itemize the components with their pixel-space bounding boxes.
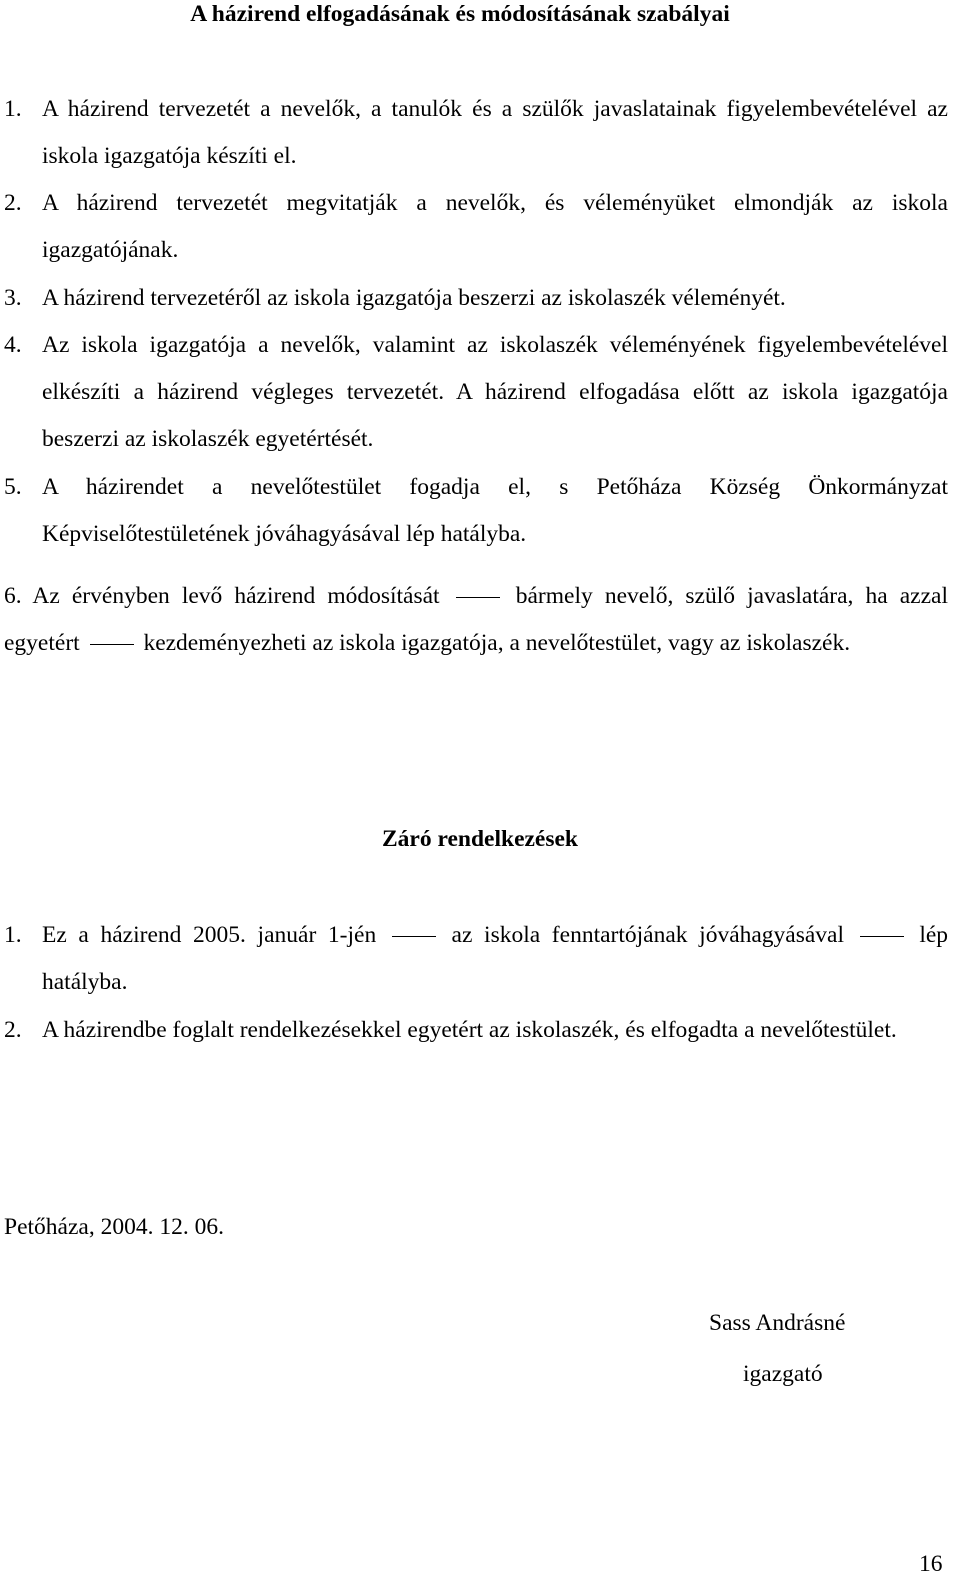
- closing-text-after: lép hatályba.: [42, 922, 949, 995]
- closing-2: [4, 1007, 948, 1054]
- closing-1: [4, 912, 948, 1006]
- rule-text: A házirend tervezetét megvitatják a nevelők, és véleményüket elmondják az iskola igazgatójának.: [42, 190, 948, 263]
- signer-title: igazgató: [743, 1361, 823, 1387]
- rule-text-after: kezdeményezheti az iskola igazgatója, a nevelőtestület, vagy az iskolaszék.: [143, 630, 851, 656]
- closing-text: A házirendbe foglalt rendelkezésekkel egyetért az iskolaszék, és elfogadta a nevelőtestület.: [42, 1017, 897, 1043]
- closing-title: Záró rendelkezések: [381, 826, 579, 852]
- rule-text-middle: bármely nevelő, szülő javaslatára, ha azzal egyetért: [4, 583, 948, 656]
- signer-name: Sass Andrásné: [709, 1310, 846, 1336]
- rule-number: 1.: [4, 96, 22, 122]
- closing-number: 2.: [4, 1017, 22, 1043]
- document-title: A házirend elfogadásának és módosításának szabályai: [190, 1, 730, 27]
- rule-number: 5.: [4, 474, 22, 500]
- place-date: Petőháza, 2004. 12. 06.: [4, 1214, 224, 1240]
- rule-text: A házirendet a nevelőtestület fogadja el, s Petőháza Község Önkormányzat Képviselőtestületének jóváhagyásával lép hatályba.: [42, 474, 948, 547]
- closing-text-middle: az iskola fenntartójának jóváhagyásával: [451, 922, 845, 948]
- rule-5: [4, 464, 948, 558]
- rule-text: Az iskola igazgatója a nevelők, valamint az iskolaszék véleményének figyelembevételével elkészíti a házirend végleges tervezetét. A házirend elfogadása előtt az iskola igazgatója beszerzi az iskolaszék egyetértését.: [42, 332, 948, 452]
- rule-number: 4.: [4, 332, 22, 358]
- rule-text: A házirend tervezetét a nevelők, a tanulók és a szülők javaslatainak figyelembevételével az iskola igazgatója készíti el.: [42, 96, 948, 169]
- rule-6: [4, 573, 948, 667]
- rule-2: [4, 180, 948, 274]
- rule-3: [4, 275, 948, 322]
- rule-4: [4, 322, 948, 463]
- page-number: 16: [919, 1551, 943, 1577]
- em-dash: [392, 936, 436, 937]
- em-dash: [90, 644, 134, 645]
- rule-number: 3.: [4, 285, 22, 311]
- closing-number: 1.: [4, 922, 22, 948]
- em-dash: [860, 936, 904, 937]
- rule-number: 6.: [4, 583, 22, 609]
- rule-1: [4, 86, 948, 180]
- closing-text-before: Ez a házirend 2005. január 1-jén: [42, 922, 377, 948]
- rule-number: 2.: [4, 190, 22, 216]
- rule-text: A házirend tervezetéről az iskola igazgatója beszerzi az iskolaszék véleményét.: [42, 285, 786, 311]
- em-dash: [456, 597, 500, 598]
- rule-text-before: Az érvényben levő házirend módosítását: [32, 583, 440, 609]
